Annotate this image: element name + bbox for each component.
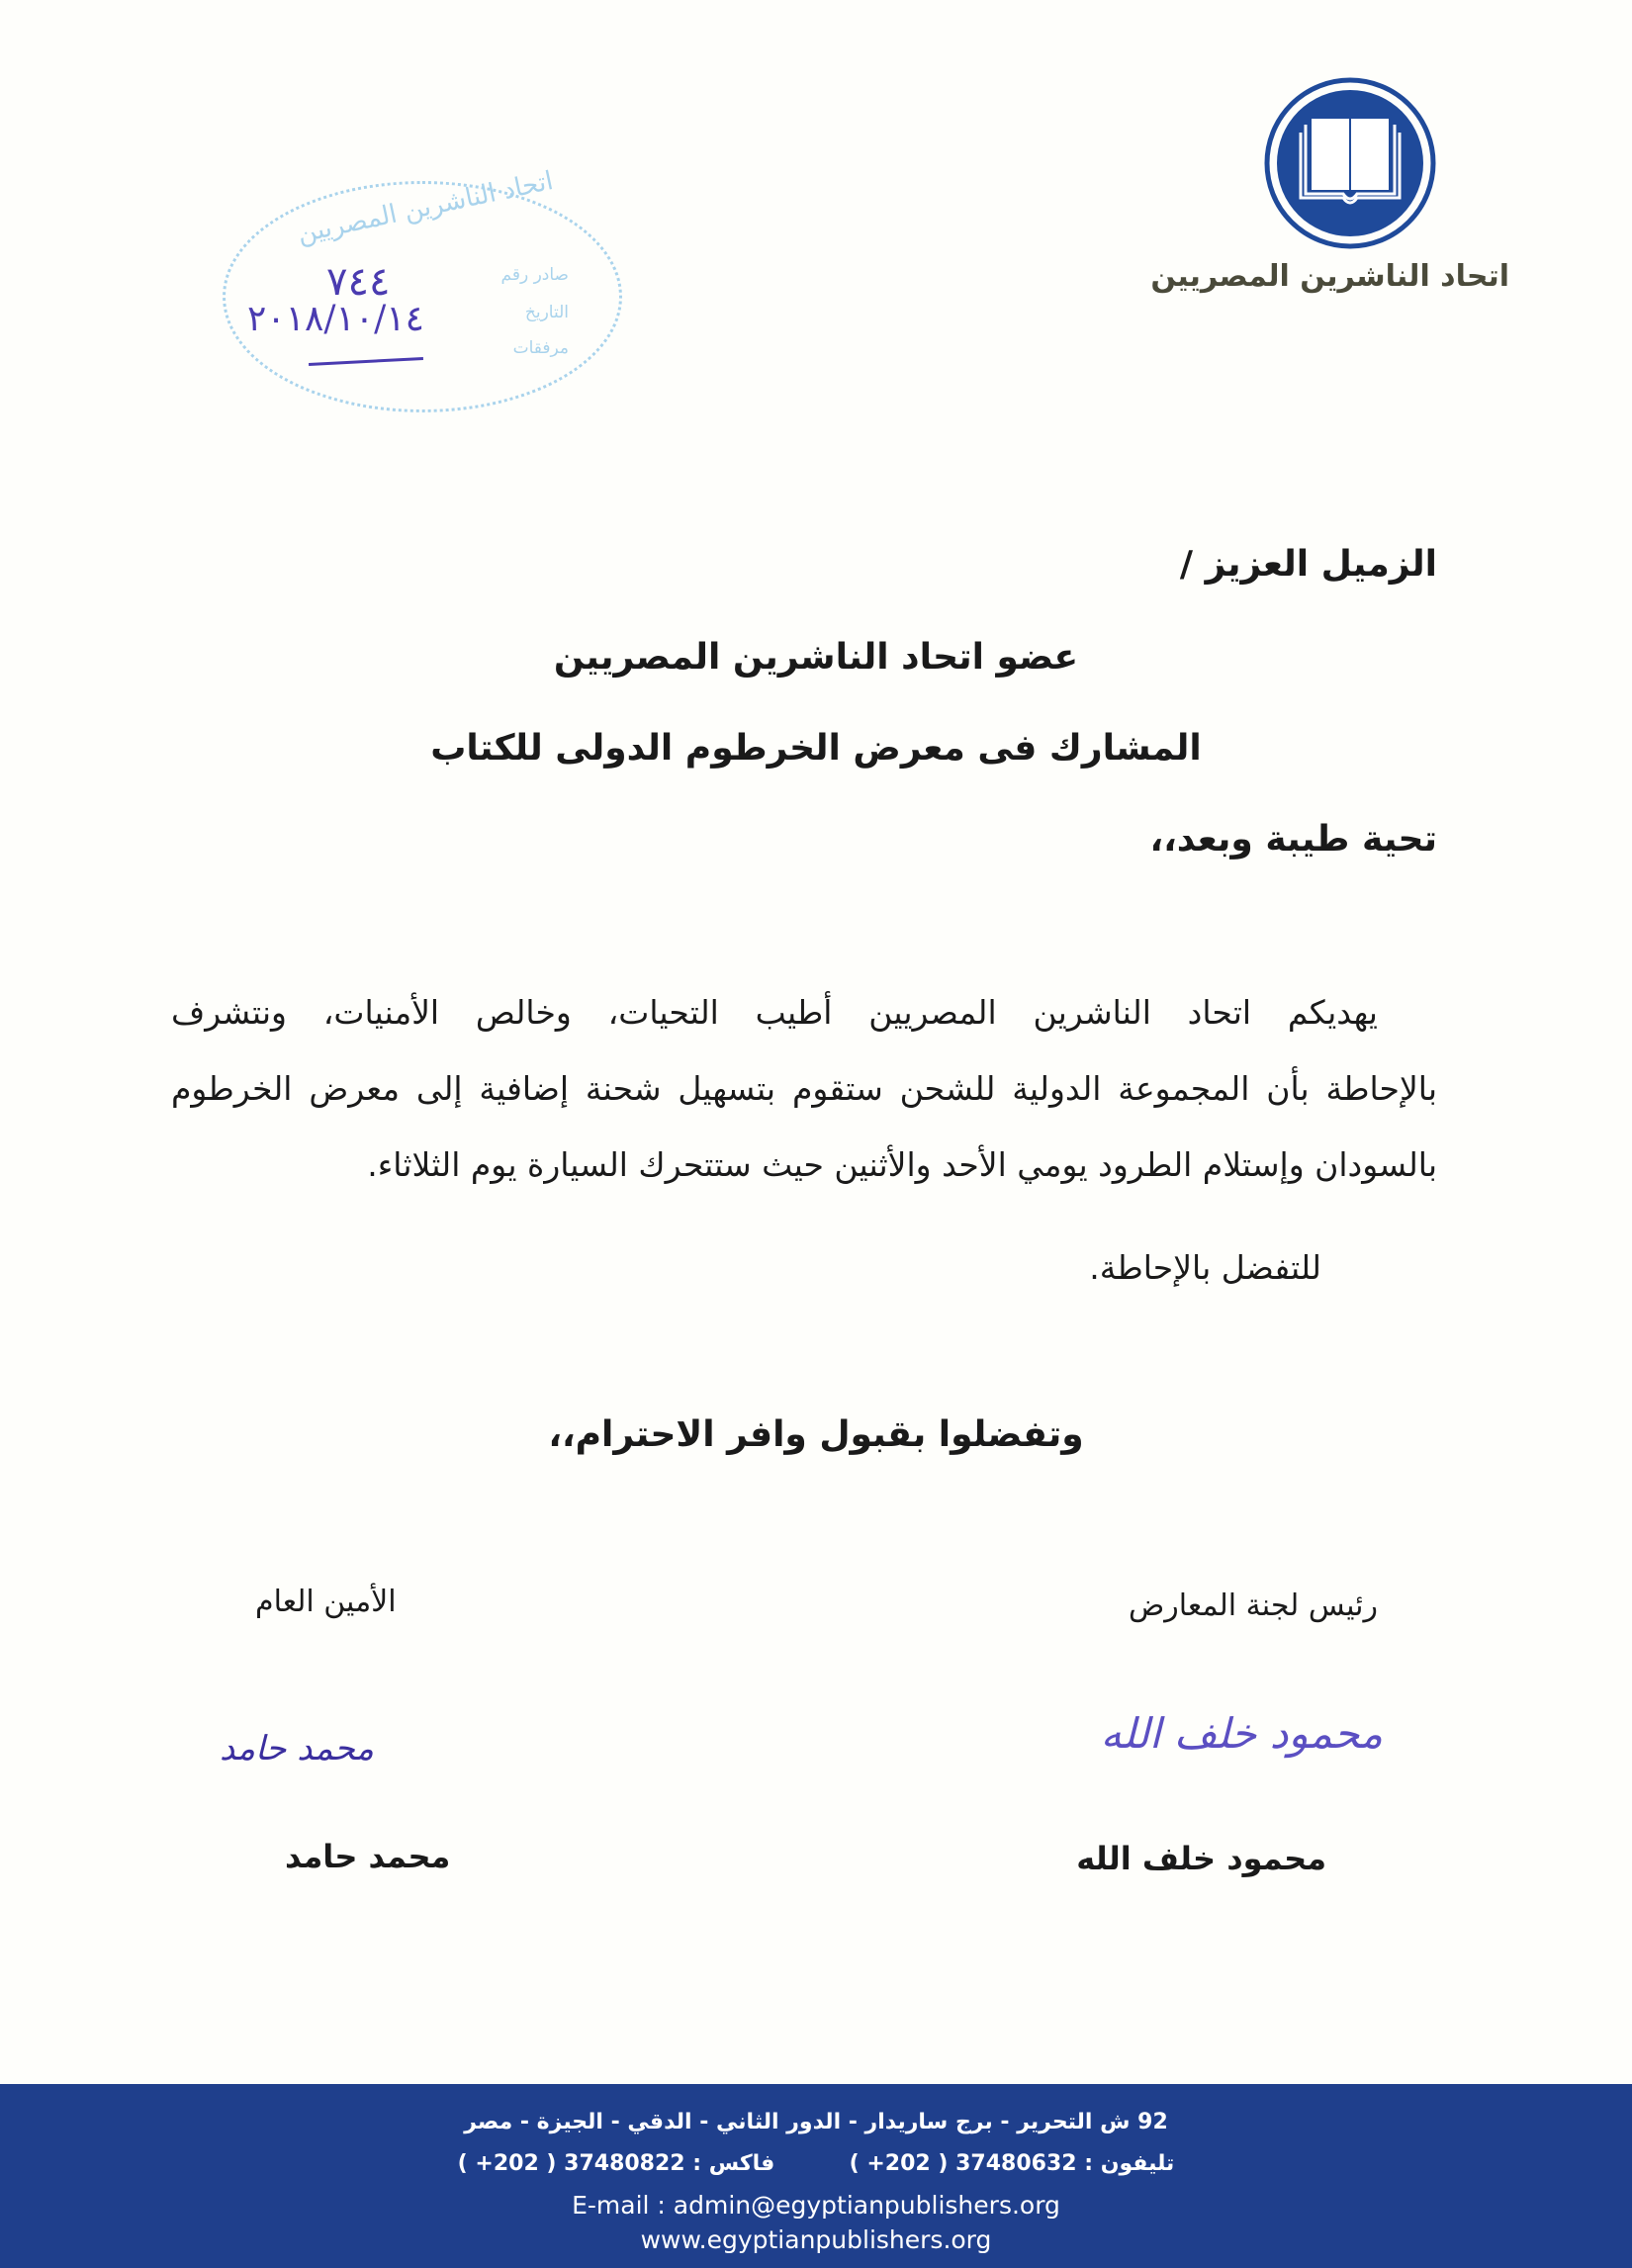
- footer-email[interactable]: E-mail : admin@egyptianpublishers.org: [572, 2191, 1060, 2220]
- stamp-date-label: التاريخ: [524, 303, 569, 322]
- stamp-handwritten-number: ٧٤٤: [326, 259, 391, 305]
- recipient-line-2: المشارك فى معرض الخرطوم الدولى للكتاب: [430, 728, 1202, 769]
- footer-fax: فاكس : 37480822 ( 202+ ): [457, 2151, 775, 2176]
- stamp-handwritten-date: ٢٠١٨/١٠/١٤: [247, 299, 424, 339]
- signatory-name-secretary: محمد حامد: [285, 1838, 451, 1875]
- signature-exhibitions: محمود خلف الله: [1100, 1709, 1383, 1758]
- recipient-line-1: عضو اتحاد الناشرين المصريين: [553, 637, 1079, 678]
- greeting: تحية طيبة وبعد،،: [1149, 819, 1437, 860]
- stamp-issued-label: صادر رقم: [500, 265, 569, 285]
- footer-website[interactable]: www.egyptianpublishers.org: [640, 2225, 992, 2254]
- footer-phone: تليفون : 37480632 ( 202+ ): [849, 2151, 1175, 2176]
- org-name-logo-text: اتحاد الناشرين المصريين: [1150, 259, 1509, 294]
- stamp-attachments-label: مرفقات: [512, 338, 569, 358]
- closing: وتفضلوا بقبول وافر الاحترام،،: [548, 1414, 1084, 1455]
- body-line: يهديكم اتحاد الناشرين المصريين أطيب التحيات، وخالص الأمنيات، ونتشرف: [171, 993, 1378, 1032]
- signatory-title-secretary: الأمين العام: [255, 1585, 397, 1619]
- body-line: بالإحاطة بأن المجموعة الدولية للشحن ستقوم بتسهيل شحنة إضافية إلى معرض الخرطوم: [171, 1069, 1437, 1108]
- stamp-org-name: اتحاد الناشرين المصريين: [295, 165, 556, 250]
- note: للتفضل بالإحاطة.: [1089, 1248, 1321, 1287]
- footer-address: 92 ش التحرير - برج ساريدار - الدور الثاني - الدقي - الجيزة - مصر: [464, 2110, 1168, 2134]
- body-paragraph: [171, 974, 1437, 1203]
- signatory-name-exhibitions: محمود خلف الله: [1076, 1840, 1326, 1877]
- salutation: الزميل العزيز /: [1179, 544, 1437, 585]
- body-line: بالسودان وإستلام الطرود يومي الأحد والأثنين حيث ستتحرك السيارة يوم الثلاثاء.: [367, 1145, 1437, 1184]
- footer-band: [0, 2084, 1632, 2268]
- book-logo-icon: [1264, 77, 1436, 249]
- signatory-title-exhibitions: رئيس لجنة المعارض: [1128, 1588, 1378, 1623]
- footer-phone-fax: [0, 2151, 1632, 2176]
- signature-secretary: محمد حامد: [220, 1729, 374, 1769]
